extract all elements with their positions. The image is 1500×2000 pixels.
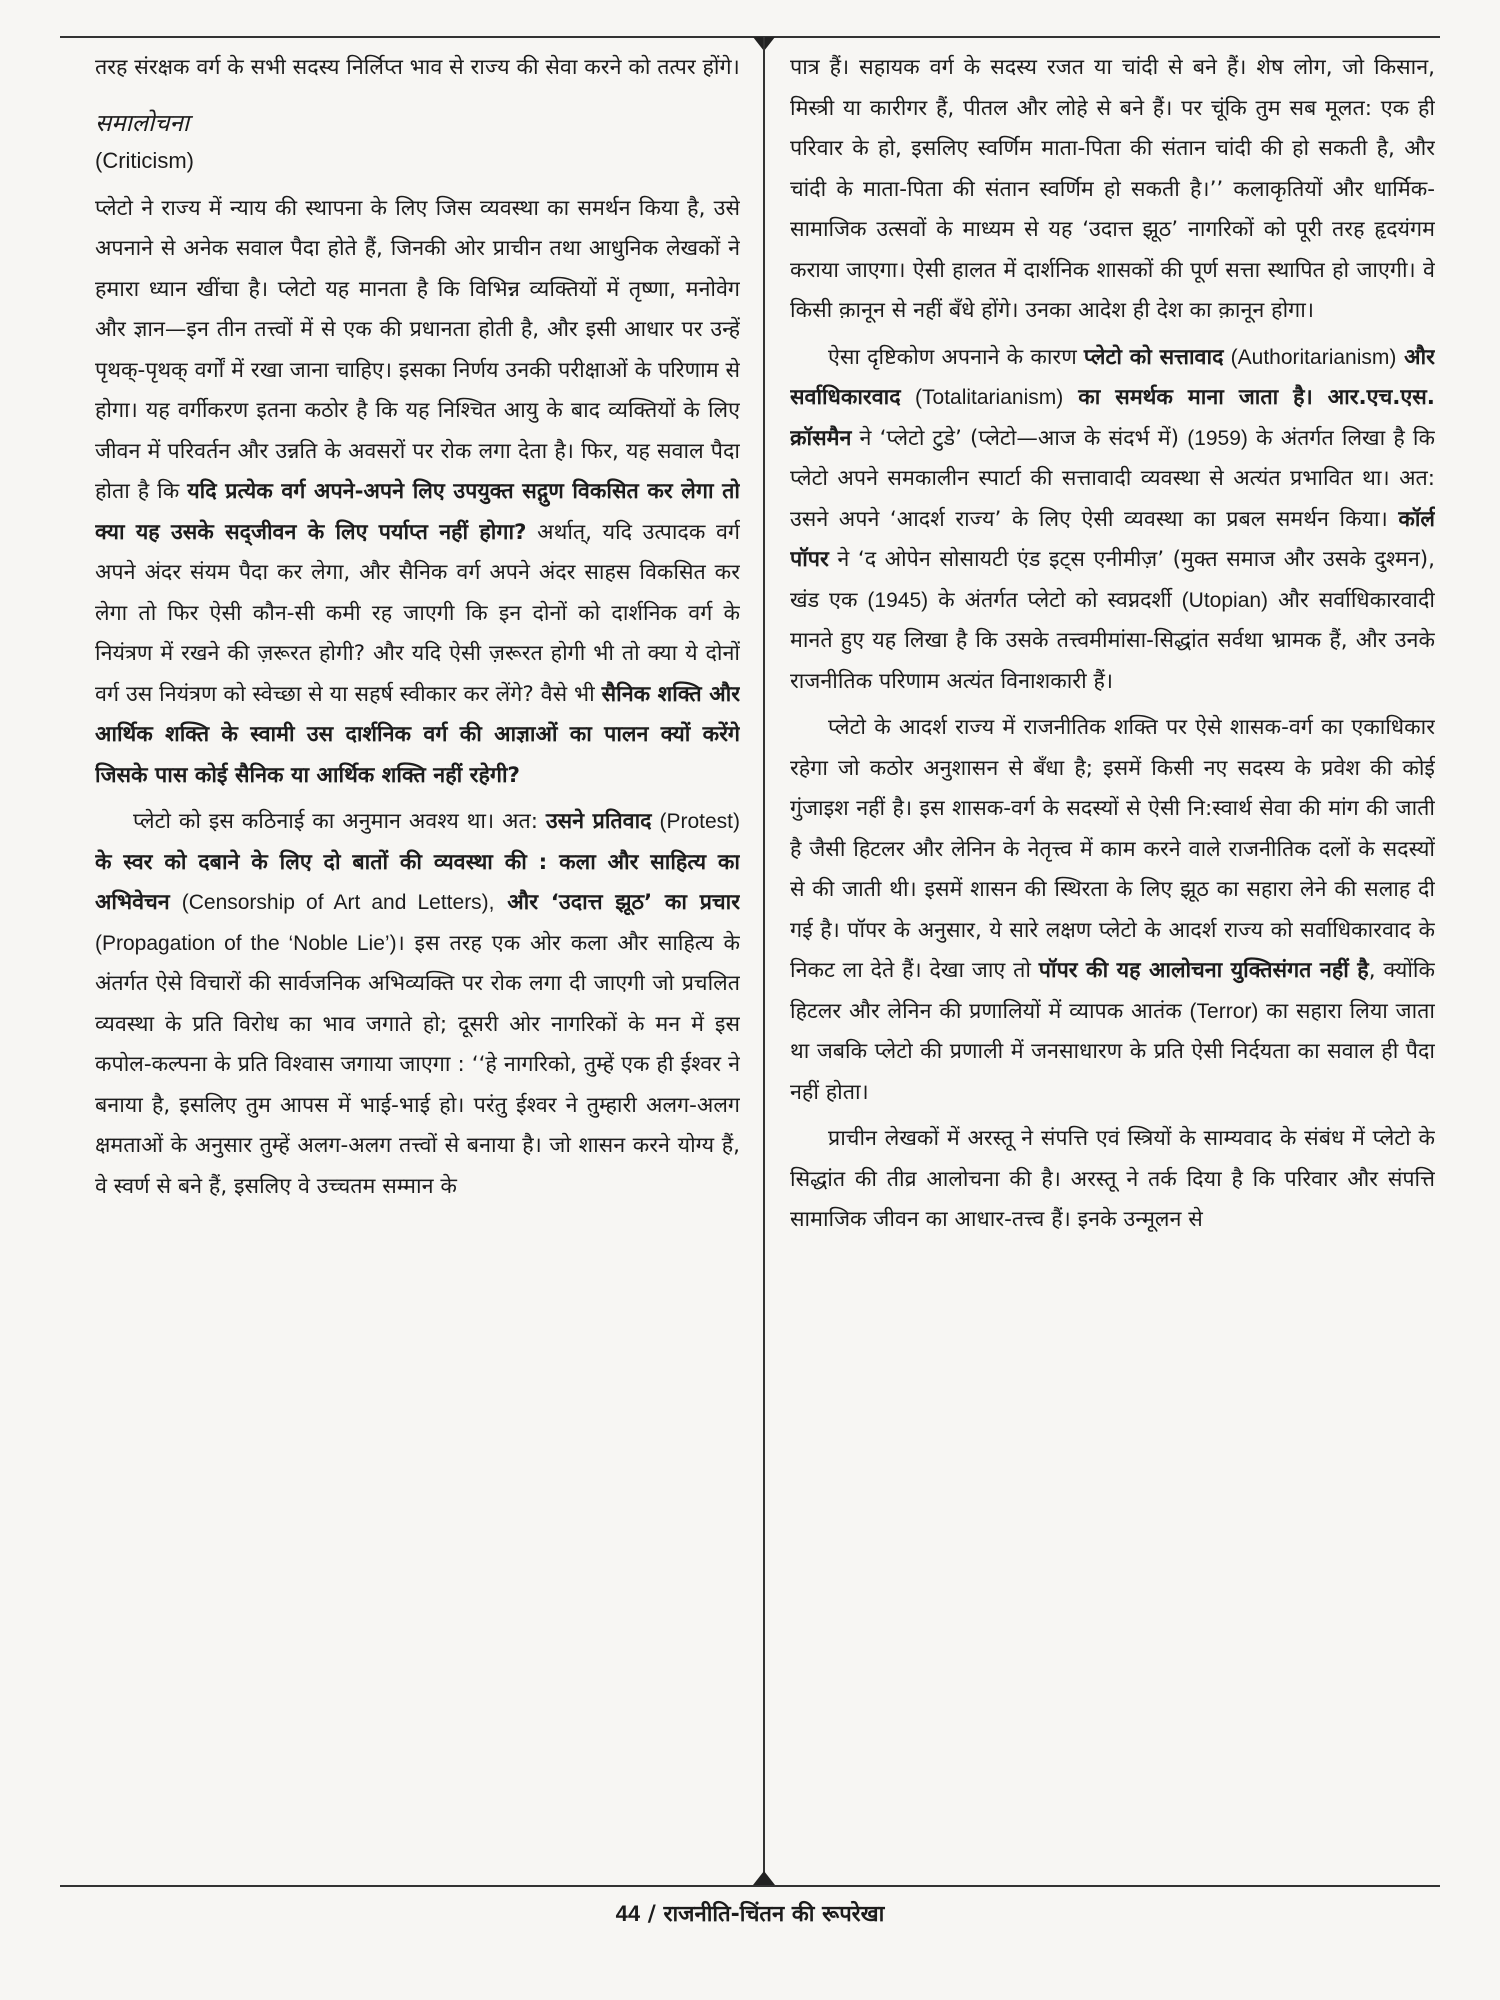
section-heading: समालोचना <box>95 108 190 137</box>
book-title: राजनीति-चिंतन की रूपरेखा <box>663 1902 885 1927</box>
right-column <box>790 48 1435 1878</box>
authoritarianism-paragraph: ऐसा दृष्टिकोण अपनाने के कारण प्लेटो को सत्तावाद (Authoritarianism) और सर्वाधिकारवाद (Totalitarianism) का समर्थक माना जाता है। आर.एच.एस. क्रॉसमैन ने ‘प्लेटो टुडे’ (प्लेटो—आज के संदर्भ में) (1959) के अंतर्गत लिखा है कि प्लेटो अपने समकालीन स्पार्टा की सत्तावादी व्यवस्था से अत्यंत प्रभावित था। अत: उसने अपने ‘आदर्श राज्य’ के लिए ऐसी व्यवस्था का प्रबल समर्थन किया। कॉर्ल पॉपर ने ‘द ओपेन सोसायटी एंड इट्स एनीमीज़’ (मुक्त समाज और उसके दुश्मन), खंड एक (1945) के अंतर्गत प्लेटो को स्वप्नदर्शी (Utopian) और सर्वाधिकारवादी मानते हुए यह लिखा है कि उसके तत्त्वमीमांसा-सिद्धांत सर्वथा भ्रामक हैं, और उनके राजनीतिक परिणाम अत्यंत विनाशकारी हैं। <box>790 344 1435 694</box>
ruling-class-paragraph: प्लेटो के आदर्श राज्य में राजनीतिक शक्ति पर ऐसे शासक-वर्ग का एकाधिकार रहेगा जो कठोर अनुशासन से बँधा है; इसमें किसी नए सदस्य के प्रवेश की कोई गुंजाइश नहीं है। इस शासक-वर्ग के सदस्यों से ऐसी नि:स्वार्थ सेवा की मांग की जाती है जैसी हिटलर और लेनिन के नेतृत्त्व में काम करने वाले राजनीतिक दलों के सदस्यों से की जाती थी। इसमें शासन की स्थिरता के लिए झूठ का सहारा लेने की सलाह दी गई है। पॉपर के अनुसार, ये सारे लक्षण प्लेटो के आदर्श राज्य को सर्वाधिकारवाद के निकट ला देते हैं। देखा जाए तो पॉपर की यह आलोचना युक्तिसंगत नहीं है, क्योंकि हिटलर और लेनिन की प्रणालियों में व्यापक आतंक (Terror) का सहारा लिया जाता था जबकि प्लेटो की प्रणाली में जनसाधारण के प्रति ऐसी निर्दयता का सवाल ही पैदा नहीं होता। <box>790 715 1435 1105</box>
right-paragraph-continued: पात्र हैं। सहायक वर्ग के सदस्य रजत या चांदी से बने हैं। शेष लोग, जो किसान, मिस्त्री या कारीगर हैं, पीतल और लोहे से बने हैं। पर चूंकि तुम सब मूलत: एक ही परिवार के हो, इसलिए स्वर्णिम माता-पिता की संतान चांदी की हो सकती है, और चांदी के माता-पिता की संतान स्वर्णिम हो सकती है।’’ कलाकृतियों और धार्मिक-सामाजिक उत्सवों के माध्यम से यह ‘उदात्त झूठ’ नागरिकों को पूरी तरह हृदयंगम कराया जाएगा। ऐसी हालत में दार्शनिक शासकों की पूर्ण सत्ता स्थापित हो जाएगी। वे किसी क़ानून से नहीं बँधे होंगे। उनका आदेश ही देश का क़ानून होगा। <box>790 55 1435 323</box>
section-heading-english: (Criticism) <box>95 147 194 173</box>
column-divider <box>763 36 765 1886</box>
top-rule <box>60 36 1440 38</box>
page-number: 44 <box>615 1901 641 1926</box>
page-footer <box>0 1898 1500 1928</box>
aristotle-paragraph: प्राचीन लेखकों में अरस्तू ने संपत्ति एवं स्त्रियों के साम्यवाद के संबंध में प्लेटो के सिद्धांत की तीव्र आलोचना की है। अरस्तू ने तर्क दिया है कि परिवार और संपत्ति सामाजिक जीवन का आधार-तत्त्व हैं। इनके उन्मूलन से <box>790 1126 1435 1232</box>
criticism-paragraph-2: प्लेटो को इस कठिनाई का अनुमान अवश्य था। अत: उसने प्रतिवाद (Protest) के स्वर को दबाने के लिए दो बातों की व्यवस्था की : कला और साहित्य का अभिवेचन (Censorship of Art and Letters), और ‘उदात्त झूठ’ का प्रचार (Propagation of the ‘Noble Lie’)। इस तरह एक ओर कला और साहित्य के अंतर्गत ऐसे विचारों की सार्वजनिक अभिव्यक्ति पर रोक लगा दी जाएगी जो प्रचलित व्यवस्था के प्रति विरोध का भाव जगाते हो; दूसरी ओर नागरिकों के मन में इस कपोल-कल्पना के प्रति विश्वास जगाया जाएगा : ‘‘हे नागरिको, तुम्हें एक ही ईश्वर ने बनाया है, इसलिए तुम आपस में भाई-भाई हो। परंतु ईश्वर ने तुम्हारी अलग-अलग क्षमताओं के अनुसार तुम्हें अलग-अलग तत्त्वों से बनाया है। जो शासन करने योग्य हैं, वे स्वर्ण से बने हैं, इसलिए वे उच्चतम सम्मान के <box>95 809 740 1199</box>
criticism-paragraph-1: प्लेटो ने राज्य में न्याय की स्थापना के लिए जिस व्यवस्था का समर्थन किया है, उसे अपनाने से अनेक सवाल पैदा होते हैं, जिनकी ओर प्राचीन तथा आधुनिक लेखकों ने हमारा ध्यान खींचा है। प्लेटो यह मानता है कि विभिन्न व्यक्तियों में तृष्णा, मनोवेग और ज्ञान—इन तीन तत्त्वों में से एक की प्रधानता होती है, और इसी आधार पर उन्हें पृथक्-पृथक् वर्गों में रखा जाना चाहिए। इसका निर्णय उनकी परीक्षाओं के परिणाम से होगा। यह वर्गीकरण इतना कठोर है कि यह निश्चित आयु के बाद व्यक्तियों के लिए जीवन में परिवर्तन और उन्नति के अवसरों पर रोक लगा देता है। फिर, यह सवाल पैदा होता है कि यदि प्रत्येक वर्ग अपने-अपने लिए उपयुक्त सद्गुण विकसित कर लेगा तो क्या यह उसके सद्जीवन के लिए पर्याप्त नहीं होगा? अर्थात्, यदि उत्पादक वर्ग अपने अंदर संयम पैदा कर लेगा, और सैनिक वर्ग अपने अंदर साहस विकसित कर लेगा तो फिर ऐसी कौन-सी कमी रह जाएगी कि इन दोनों को दार्शनिक वर्ग के नियंत्रण में रखने की ज़रूरत होगी? और यदि ऐसी ज़रूरत होगी भी तो क्या ये दोनों वर्ग उस नियंत्रण को स्वेच्छा से या सहर्ष स्वीकार कर लेंगे? वैसे भी सैनिक शक्ति और आर्थिक शक्ति के स्वामी उस दार्शनिक वर्ग की आज्ञाओं का पालन क्यों करेंगे जिसके पास कोई सैनिक या आर्थिक शक्ति नहीं रहेगी? <box>95 195 740 788</box>
bottom-rule <box>60 1885 1440 1887</box>
footer-separator: / <box>647 1902 656 1927</box>
left-column <box>95 48 740 1878</box>
left-paragraph-continued: तरह संरक्षक वर्ग के सभी सदस्य निर्लिप्त भाव से राज्य की सेवा करने को तत्पर होंगे। <box>95 55 740 80</box>
bottom-divider-marker <box>753 1871 775 1885</box>
